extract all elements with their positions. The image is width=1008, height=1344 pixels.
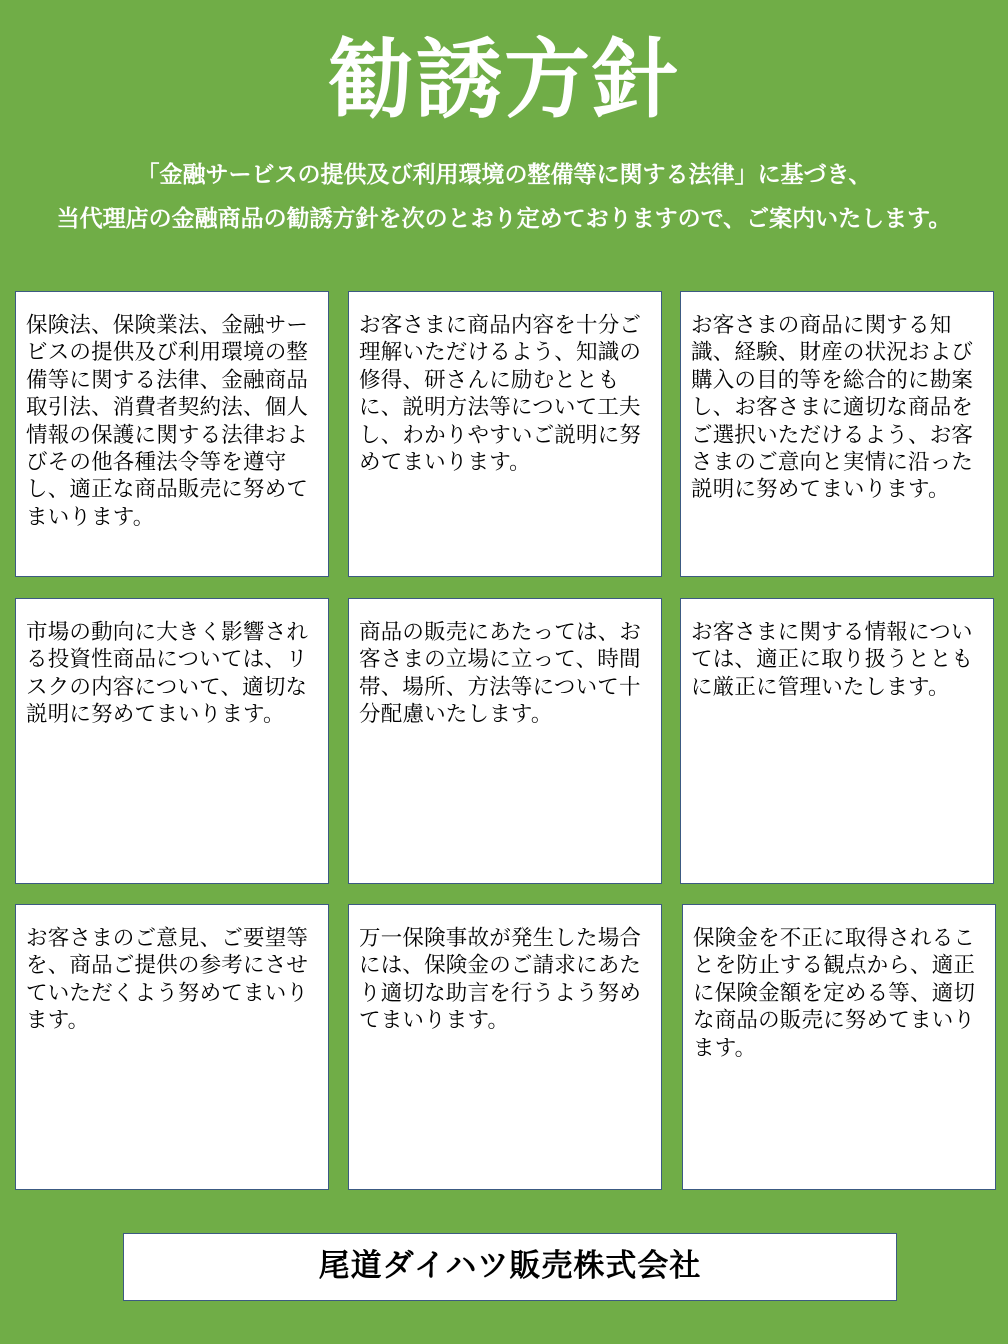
company-name: 尾道ダイハツ販売株式会社 [318, 1248, 702, 1284]
policy-text-6: お客さまに関する情報については、適正に取り扱うとともに厳正に管理いたします。 [691, 620, 974, 700]
policy-card-8 [348, 904, 662, 1190]
policy-text-4: 市場の動向に大きく影響される投資性商品については、リスクの内容について、適切な説明に努めてまいります。 [26, 620, 309, 728]
intro-line-2: 当代理店の金融商品の勧誘方針を次のとおり定めておりますので、ご案内いたします。 [56, 206, 952, 232]
policy-card-2 [348, 291, 662, 577]
policy-card-4 [15, 598, 329, 884]
policy-text-9: 保険金を不正に取得されることを防止する観点から、適正に保険金額を定める等、適切な商品の販売に努めてまいります。 [693, 926, 976, 1061]
policy-text-8: 万一保険事故が発生した場合には、保険金のご請求にあたり適切な助言を行うよう努めてまいります。 [359, 926, 642, 1034]
policy-text-2: お客さまに商品内容を十分ご理解いただけるよう、知識の修得、研さんに励むとともに、説明方法等について工夫し、わかりやすいご説明に努めてまいります。 [359, 313, 642, 476]
policy-text-7: お客さまのご意見、ご要望等を、商品ご提供の参考にさせていただくよう努めてまいります。 [26, 926, 309, 1034]
policy-card-6 [680, 598, 994, 884]
policy-card-9 [682, 904, 996, 1190]
policy-text-5: 商品の販売にあたっては、お客さまの立場に立って、時間帯、場所、方法等について十分配慮いたします。 [359, 620, 642, 728]
intro-line-1: 「金融サービスの提供及び利用環境の整備等に関する法律」に基づき、 [136, 162, 872, 188]
policy-card-5 [348, 598, 662, 884]
page-title: 勧誘方針 [328, 30, 680, 130]
policy-card-7 [15, 904, 329, 1190]
policy-card-3 [680, 291, 994, 577]
policy-text-1: 保険法、保険業法、金融サービスの提供及び利用環境の整備等に関する法律、金融商品取引法、消費者契約法、個人情報の保護に関する法律およびその他各種法令等を遵守し、適正な商品販売に努めてまいります。 [26, 313, 309, 530]
policy-text-3: お客さまの商品に関する知識、経験、財産の状況および購入の目的等を総合的に勘案し、お客さまに適切な商品をご選択いただけるよう、お客さまのご意向と実情に沿った説明に努めてまいります。 [691, 313, 974, 503]
policy-card-1 [15, 291, 329, 577]
company-name-box [123, 1233, 897, 1301]
